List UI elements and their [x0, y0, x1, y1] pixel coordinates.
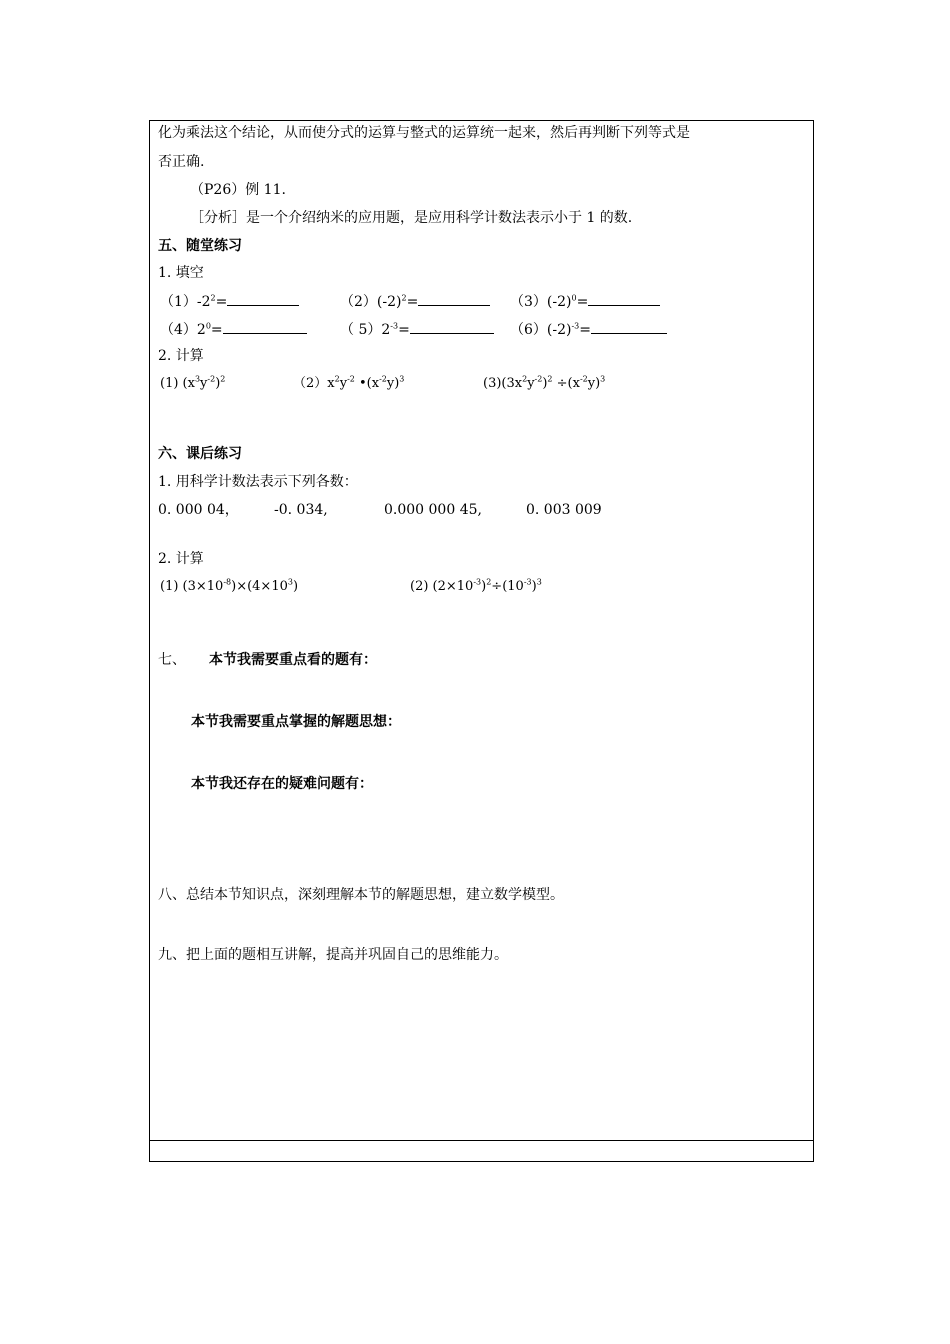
section-8-text: 八、总结本节知识点，深刻理解本节的解题思想，建立数学模型。: [158, 887, 564, 903]
table-bottom-row-divider: [149, 1140, 814, 1141]
calc-item-3: $(3)(3x^2y^{-2})^2 \div(x^{-2}y)^3$: [483, 374, 606, 391]
fill-item-1: $(1)-2^2=$: [160, 292, 299, 311]
table-frame: [149, 120, 814, 1162]
fill-item-3: $(3)(-2)^0=$: [510, 292, 660, 311]
answer-blank[interactable]: [418, 292, 490, 306]
section-6-q1-title: 1. 用科学计数法表示下列各数：: [158, 474, 358, 490]
calc-item-2: $(2)x^2y^{-2}$ $•(x^{-2}y)^3$: [293, 374, 405, 391]
fill-item-4: $(4)2^0=$: [160, 320, 307, 339]
section-5-heading: 五、随堂练习: [158, 238, 242, 254]
number-3: 0.000 000 45,: [384, 502, 482, 518]
answer-blank[interactable]: [588, 292, 660, 306]
calc-item-1: (1) $(x^3y^{-2})^2$: [160, 374, 226, 391]
fill-item-5: （ $5)2^{-3}=$: [340, 320, 494, 339]
section-7-prefix: 七、: [158, 652, 186, 668]
analysis-text: ［分析］是一个介绍纳米的应用题，是应用科学计数法表示小于 1 的数.: [190, 210, 633, 226]
intro-line-2: 否正确.: [158, 154, 205, 170]
section-7-line-3: 本节我还存在的疑难问题有：: [191, 776, 373, 792]
section-5-q1-title: 1. 填空: [158, 265, 204, 281]
intro-line-1: 化为乘法这个结论，从而使分式的运算与整式的运算统一起来，然后再判断下列等式是: [158, 125, 690, 141]
section-7-line-1: 本节我需要重点看的题有：: [209, 652, 377, 668]
section-9-text: 九、把上面的题相互讲解，提高并巩固自己的思维能力。: [158, 947, 508, 963]
number-2: -0. 034,: [274, 502, 328, 518]
section-6-heading: 六、课后练习: [158, 446, 242, 462]
answer-blank[interactable]: [227, 292, 299, 306]
answer-blank[interactable]: [410, 320, 494, 334]
example-reference: （P26）例 11.: [190, 182, 286, 198]
section-7-line-2: 本节我需要重点掌握的解题思想：: [191, 714, 401, 730]
calc-item-1: (1) $(3\times 10^{-8})\times(4\times 10^3)$: [160, 577, 299, 594]
number-1: 0. 000 04，: [158, 502, 239, 518]
fill-item-2: $(2)(-2)^2=$: [340, 292, 490, 311]
number-4: 0. 003 009: [526, 502, 602, 518]
answer-blank[interactable]: [591, 320, 667, 334]
section-5-q2-title: 2. 计算: [158, 348, 204, 364]
answer-blank[interactable]: [223, 320, 307, 334]
calc-item-2: (2) $(2\times 10^{-3})^2\div(10^{-3})^3$: [410, 577, 542, 594]
fill-item-6: $(6)(-2)^{-3}=$: [510, 320, 667, 339]
section-6-q2-title: 2. 计算: [158, 551, 204, 567]
